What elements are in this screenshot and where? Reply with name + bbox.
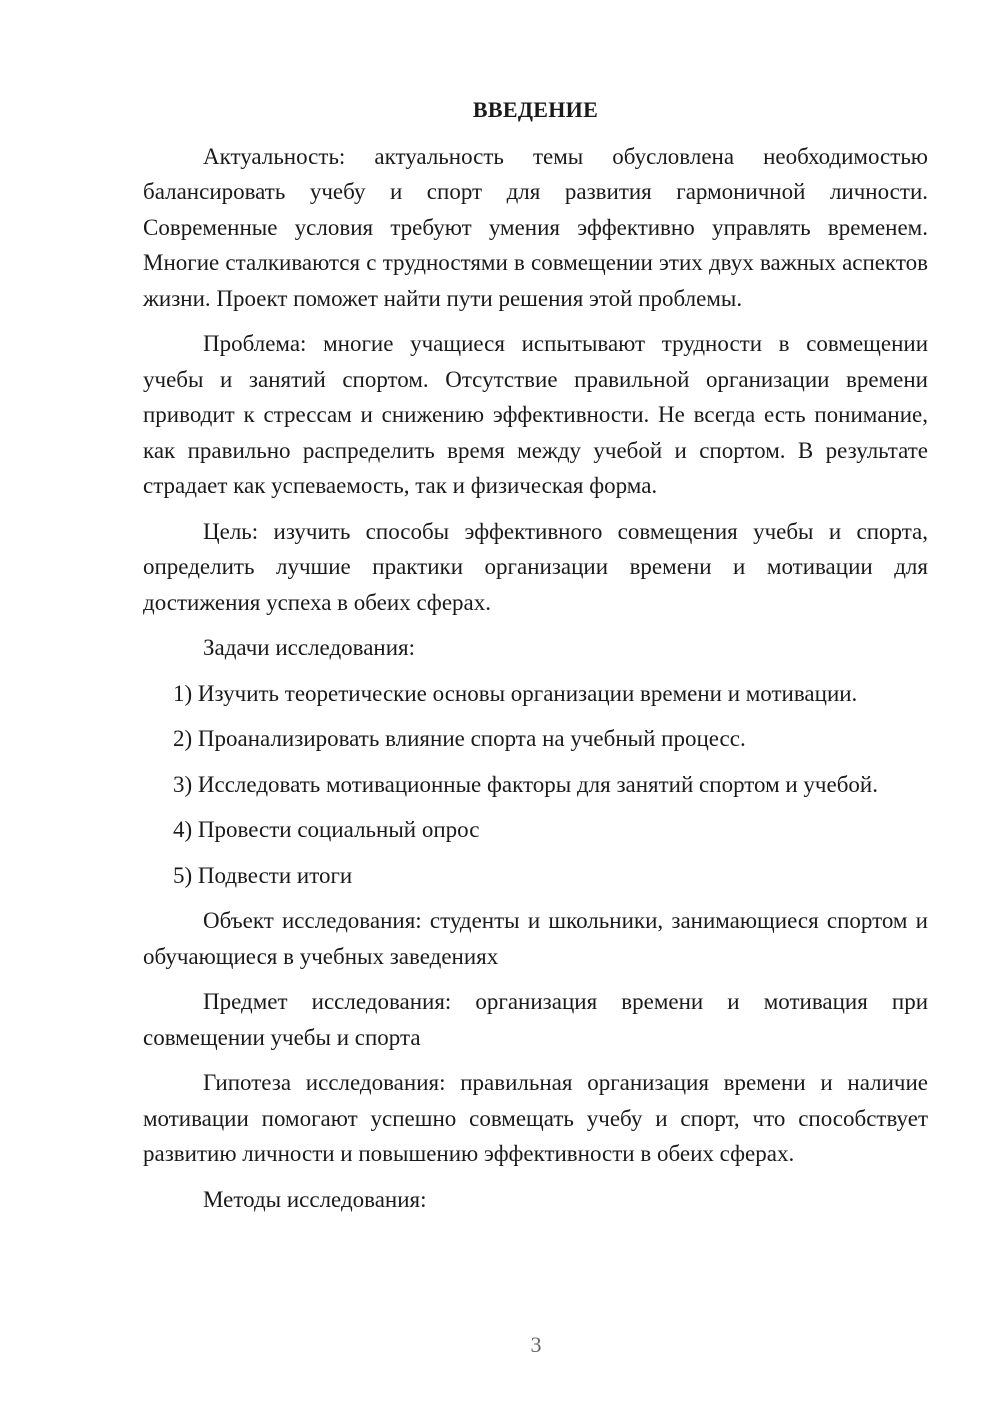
task-item-5: 5) Подвести итоги	[173, 862, 353, 888]
methods-heading: Методы исследования:	[203, 1186, 427, 1212]
document-page	[143, 92, 928, 1227]
tasks-heading: Задачи исследования:	[203, 635, 416, 660]
task-item-1: 1) Изучить теоретические основы организации времени и мотивации.	[173, 680, 858, 706]
page-number: 3	[530, 1332, 542, 1357]
relevance-paragraph: Актуальность: актуальность темы обусловлена необходимостью балансировать учебу и спорт для развития гармоничной личности. Современные условия требуют умения эффективно управлять временем. Многие сталкиваются с трудностями в совмещении этих двух важных аспектов жизни. Проект поможет найти пути решения этой проблемы.	[143, 143, 928, 311]
page-title: ВВЕДЕНИЕ	[472, 97, 599, 122]
subject-paragraph: Предмет исследования: организация времени и мотивация при совмещении учебы и спорта	[143, 989, 928, 1050]
task-item-3: 3) Исследовать мотивационные факторы для занятий спортом и учебой.	[173, 771, 878, 797]
object-paragraph: Объект исследования: студенты и школьники, занимающиеся спортом и обучающиеся в учебных заведениях	[143, 908, 928, 969]
goal-paragraph: Цель: изучить способы эффективного совмещения учебы и спорта, определить лучшие практики организации времени и мотивации для достижения успеха в обеих сферах.	[143, 518, 928, 615]
hypothesis-paragraph: Гипотеза исследования: правильная организация времени и наличие мотивации помогают успешно совмещать учебу и спорт, что способствует развитию личности и повышению эффективности в обеих сферах.	[143, 1070, 928, 1166]
task-item-4: 4) Провести социальный опрос	[173, 817, 480, 842]
task-item-2: 2) Проанализировать влияние спорта на учебный процесс.	[173, 726, 746, 751]
problem-paragraph: Проблема: многие учащиеся испытывают трудности в совмещении учебы и занятий спортом. Отсутствие правильной организации времени приводит к стрессам и снижению эффективности. Не всегда есть понимание, как правильно распределить время между учебой и спортом. В результате страдает как успеваемость, так и физическая форма.	[143, 331, 928, 498]
